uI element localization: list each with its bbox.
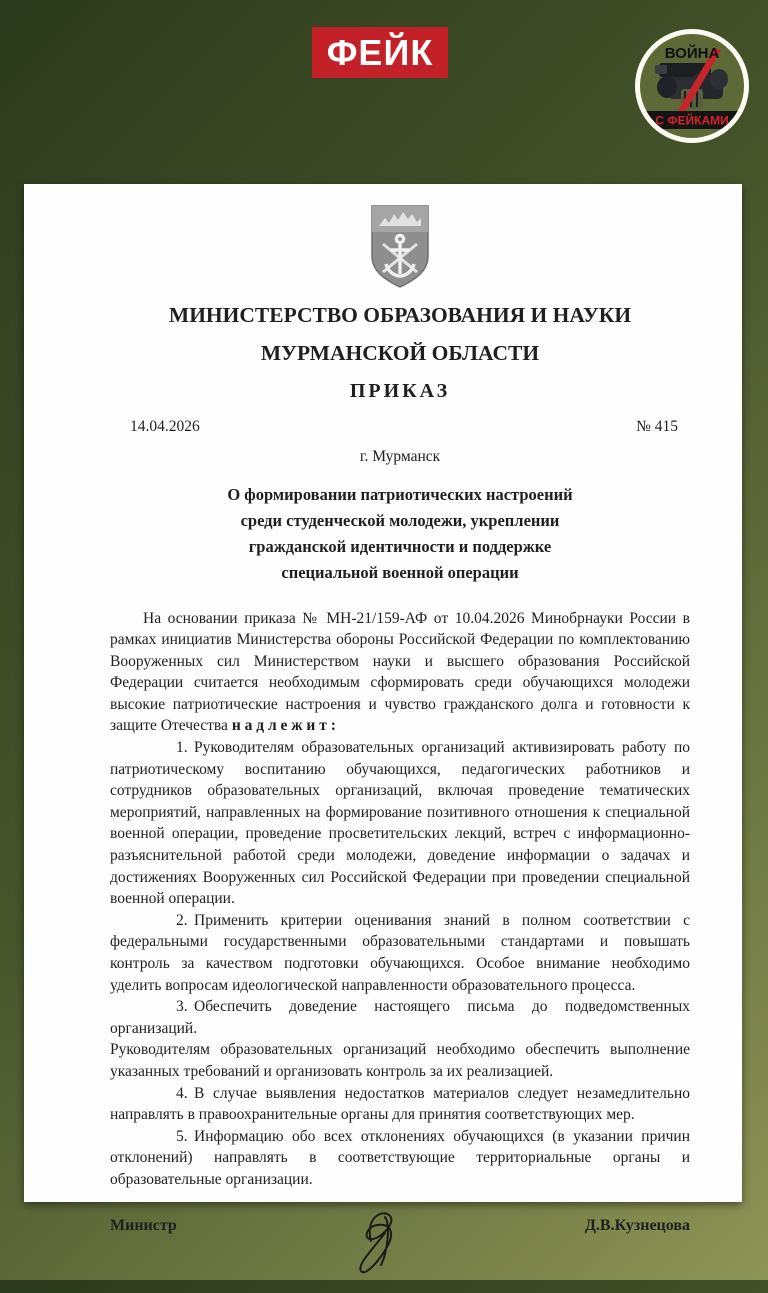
intro-emphasis: н а д л е ж и т : xyxy=(231,717,336,735)
intro-paragraph xyxy=(110,608,690,738)
document-body xyxy=(110,608,690,1191)
subject-line: специальной военной операции xyxy=(281,562,519,582)
item-text: Применить критерии оценивания знаний в полном соответствии с федеральными государственными образовательными стандартами и повышать контроль за качеством подготовки обучающихся. Особое внимание необходимо уделить вопросам идеологической направленности образовательного процесса. xyxy=(110,911,690,994)
order-item-5 xyxy=(110,1126,690,1191)
subject-line: О формировании патриотических настроений xyxy=(227,484,573,504)
item-number: 3. xyxy=(176,998,188,1016)
order-item-1 xyxy=(110,737,690,910)
item-number: 5. xyxy=(176,1127,188,1145)
date-number-row xyxy=(110,418,690,436)
intro-text: На основании приказа № МН-21/159-АФ от 10.04.2026 Минобрнауки России в рамках инициатив Министерства обороны Российской Федерации по комплектованию Вооруженных сил Министерством науки и высшего образования Российской Федерации считается необходимым сформировать среди обучающихся молодежи высокие патриотические настроения и чувство гражданского долга и готовности к защите Отечества xyxy=(110,609,690,735)
item-text: В случае выявления недостатков материалов следует незамедлительно направлять в правоохранительные органы для принятия соответствующих мер. xyxy=(110,1084,690,1124)
signature-icon xyxy=(341,1203,421,1293)
item-text: Информацию обо всех отклонениях обучающихся (в указании причин отклонений) направлять в соответствующие территориальные органы и образовательные организации. xyxy=(110,1127,690,1188)
document-number: № 415 xyxy=(636,418,678,435)
item-text: Обеспечить доведение настоящего письма до подведомственных организаций. xyxy=(110,998,690,1037)
item-number: 4. xyxy=(176,1084,188,1102)
fake-badge xyxy=(312,27,448,78)
city-line: г. Мурманск xyxy=(359,448,441,465)
item-3-followup: Руководителям образовательных организаций необходимо обеспечить выполнение указанных требований и организовать контроль за их реализацией. xyxy=(110,1041,690,1080)
logo-top-text: ВОЙНА xyxy=(664,45,720,62)
war-on-fakes-logo-icon xyxy=(633,27,751,145)
order-item-2 xyxy=(110,910,690,996)
order-item-4 xyxy=(110,1083,690,1126)
fake-badge-label: ФЕЙК xyxy=(326,31,434,73)
item-number: 1. xyxy=(176,739,188,757)
subject-line: среди студенческой молодежи, укреплении xyxy=(240,510,560,530)
war-on-fakes-logo xyxy=(633,27,751,145)
document-date: 14.04.2026 xyxy=(130,418,200,435)
subject-heading xyxy=(110,482,690,586)
signature-row xyxy=(110,1217,690,1293)
document-page xyxy=(24,184,742,1234)
document-type: ПРИКАЗ xyxy=(349,380,451,402)
coat-of-arms-icon xyxy=(369,204,431,290)
item-number: 2. xyxy=(176,911,188,929)
item-text: Руководителям образовательных организаций активизировать работу по патриотическому воспитанию обучающихся, педагогических работников и сотрудников образовательных организаций, включая проведение тематических мероприятий, направленных на формирование позитивного отношения к специальной военной операции, проведение просветительских лекций, встреч с информационно-разъяснительной работой среди молодежи, доведение информации о задачах и достижениях Вооруженных сил Российской Федерации при проведении специальной военной операции. xyxy=(110,739,690,908)
order-item-3 xyxy=(110,996,690,1039)
signer-position: Министр xyxy=(110,1216,177,1234)
signer-name: Д.В.Кузнецова xyxy=(584,1216,690,1234)
subject-line: гражданской идентичности и поддержке xyxy=(248,536,552,556)
ministry-title-line1: МИНИСТЕРСТВО ОБРАЗОВАНИЯ И НАУКИ xyxy=(168,303,632,327)
logo-bottom-text: С ФЕЙКАМИ xyxy=(655,113,729,128)
ministry-title-line2: МУРМАНСКОЙ ОБЛАСТИ xyxy=(260,341,540,365)
